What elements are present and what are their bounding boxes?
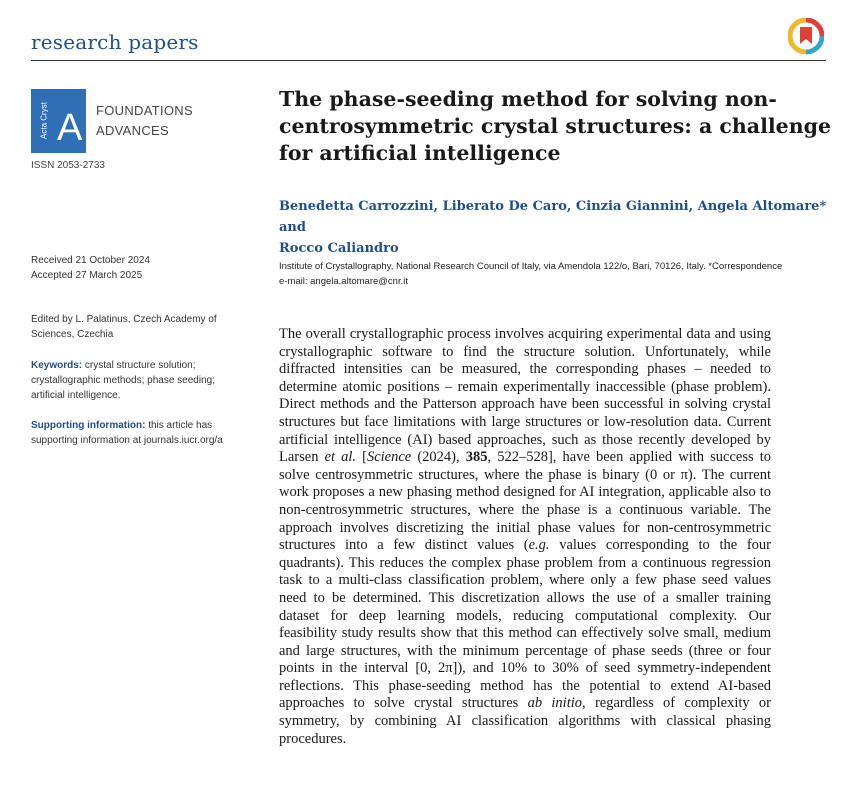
authors-line1: Benedetta Carrozzini, Liberato De Caro, Cinzia Giannini, Angela Altomare* and: [279, 199, 827, 235]
abstract-text: The overall crystallographic process involves acquiring experimental data and using crystallographic software to find the structure solution. Unfortunately, while diffracted intensities can be measured, the corresponding phases – needed to determine atomic positions – remain experimentally inaccessible (phase problem). Direct methods and the Patterson approach have been successful in solving crystal structures but face limitations with large structures or low-resolution data. Current artificial intelligence (AI) based approaches, such as those recently developed by Larsen: [279, 326, 771, 466]
journal-name-line2: ADVANCES: [96, 123, 169, 138]
keywords-block: [31, 358, 241, 403]
affiliation: [279, 259, 829, 289]
abstract-journal: Science: [366, 449, 412, 466]
dates-block: [31, 253, 241, 283]
section-label: research papers: [31, 30, 199, 54]
abstract-text: values corresponding to the four quadrants). This reduces the complex phase problem from a continuous regression task to a multi-class classification problem, where only a few phase seed values need to be determined. This discretization allows the use of a smaller training dataset for deep learning models, reducing computational complexity. Our feasibility study results show that this method can effectively solve small, medium and large structures, with the minimum percentage of phase seeds (three or four points in the interval [0, 2π]), and 10% to 30% of seed symmetry-independent reflections. This phase-seeding method has the potential to extend AI-based approaches to solve crystal structures: [279, 537, 771, 712]
keywords-text: crystal structure solution; crystallographic methods; phase seeding; artificial intelligence.: [31, 360, 215, 401]
logo-letter: A: [57, 107, 83, 149]
header-rule: [31, 60, 826, 61]
keywords-label: Keywords:: [31, 360, 83, 371]
affiliation-line1: Institute of Crystallography, National Research Council of Italy, via Amendola 122/o, Bari, 70126, Italy. *Correspondence: [279, 261, 783, 272]
received-date: Received 21 October 2024: [31, 255, 150, 266]
abstract-text: (2024),: [411, 449, 466, 466]
abstract-text: , 522–528], have been applied with success to solve centrosymmetric structures, where the phase is binary (0 or π). The current work proposes a new phasing method designed for AI integration, applicable also to non-centrosymmetric structures, where the phase is a continuous variable. The approach involves discretizing the initial phase values for non-centrosymmetric structures into a few distinct values (: [279, 449, 771, 554]
abstract: [279, 326, 771, 748]
supporting-info: [31, 418, 241, 448]
authors-line2: Rocco Caliandro: [279, 241, 399, 256]
supporting-text[interactable]: this article has supporting information at journals.iucr.org/a: [31, 420, 223, 446]
abstract-text: , regardless of complexity or symmetry, by combining AI classification algorithms with classical phasing procedures.: [279, 695, 772, 747]
edited-by: Edited by L. Palatinus, Czech Academy of Sciences, Czechia: [31, 314, 217, 340]
journal-name: [96, 101, 193, 141]
affiliation-line2: e-mail: angela.altomare@cnr.it: [279, 276, 408, 287]
accepted-date: Accepted 27 March 2025: [31, 270, 143, 281]
journal-logo: [31, 89, 86, 153]
abstract-etal: et al.: [324, 449, 357, 466]
author-list: [279, 196, 829, 259]
abstract-volume: 385: [465, 449, 488, 466]
abstract-text: [: [356, 449, 367, 466]
crossmark-icon[interactable]: [788, 18, 824, 56]
article-title: The phase-seeding method for solving non-centrosymmetric crystal structures: a challenge for artificial intelligence: [279, 87, 831, 165]
logo-vertical-text: Acta Cryst: [39, 102, 49, 139]
issn: ISSN 2053-2733: [31, 160, 105, 171]
supporting-label: Supporting information:: [31, 420, 146, 431]
abstract-eg: e.g.: [528, 537, 550, 554]
journal-name-line1: FOUNDATIONS: [96, 103, 193, 118]
abstract-abinitio: ab initio: [527, 695, 583, 712]
